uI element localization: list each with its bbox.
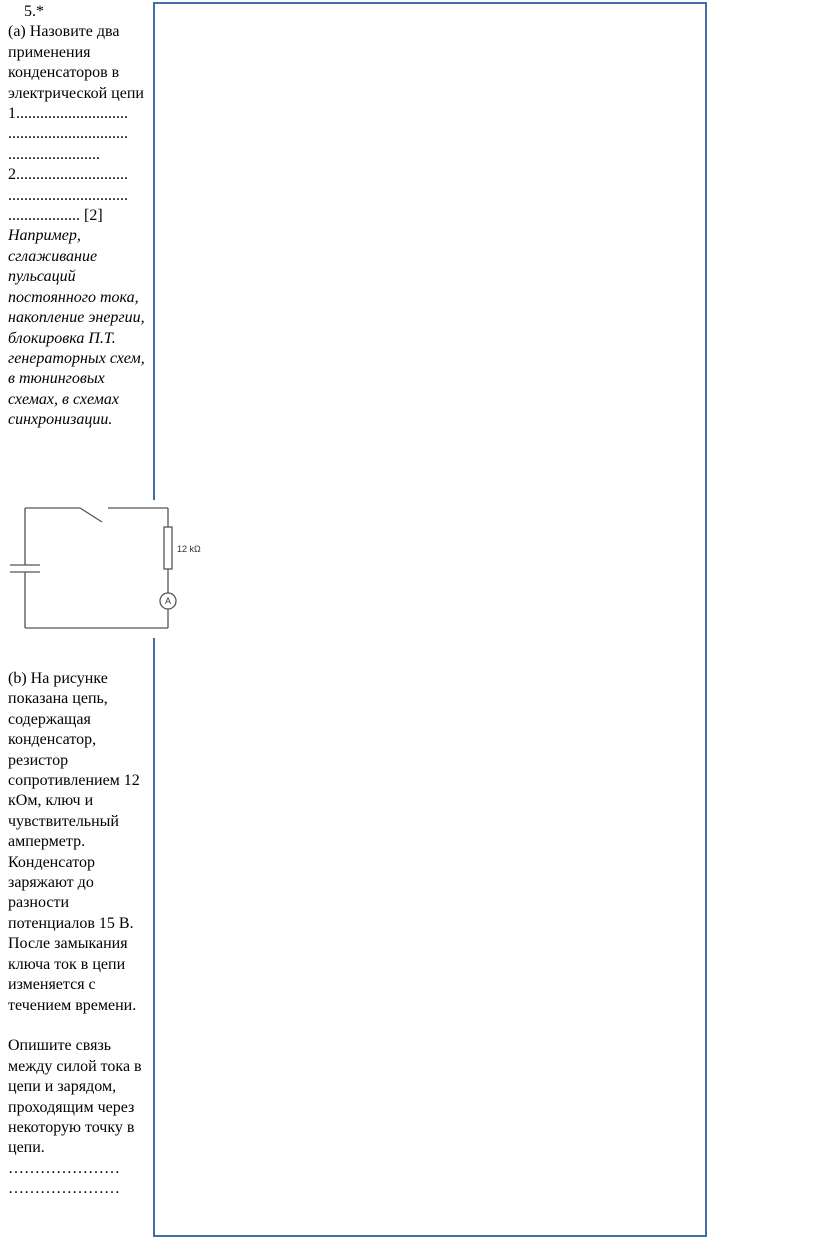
answer-line-2-end-dots: ..................: [8, 207, 80, 225]
column-divider-upper: [153, 2, 155, 500]
spacer: [8, 1016, 148, 1036]
part-b-answer-line-1: …………………: [8, 1159, 120, 1177]
answer-line-2: [8, 165, 148, 185]
answer-line-2-end: [8, 206, 148, 226]
part-a-prompt: (a) Назовите два применения конденсаторов в электрической цепи: [8, 23, 144, 102]
answer-line-2-number: 2: [8, 166, 16, 184]
part-b-cell: [8, 669, 148, 1200]
switch-blade: [80, 508, 102, 522]
table-top-border: [153, 2, 707, 4]
part-a-answer: Например, сглаживание пульсаций постоянного тока, накопление энергии, блокировка П.Т. генераторных схем, в тюнинговых схемах, в схемах синхронизации.: [8, 227, 145, 429]
ammeter-label: A: [164, 596, 172, 606]
table-right-border: [705, 2, 707, 1237]
marks: [2]: [84, 207, 103, 225]
part-b-description: (b) На рисунке показана цепь, содержащая конденсатор, резистор сопротивлением 12 кОм, ключ и чувствительный амперметр. Конденсатор заряжают до разности потенциалов 15 В.: [8, 670, 140, 932]
answer-line-1-end: .......................: [8, 145, 100, 163]
answer-line-1-dots: ............................: [16, 105, 128, 123]
answer-line-2-cont: ..............................: [8, 186, 128, 204]
resistor-symbol: [164, 527, 172, 569]
answer-line-1-number: 1: [8, 105, 16, 123]
part-b-answer-line-2: …………………: [8, 1180, 120, 1198]
part-b-task: Опишите связь между силой тока в цепи и зарядом, проходящим через некоторую точку в цепи.: [8, 1037, 142, 1157]
answer-line-1: [8, 104, 148, 124]
table-bottom-border: [153, 1235, 707, 1237]
part-a-cell: [8, 2, 148, 431]
circuit-diagram: [0, 500, 230, 640]
column-divider-lower: [153, 638, 155, 1237]
part-b-description-2: После замыкания ключа ток в цепи изменяется с течением времени.: [8, 935, 137, 1014]
resistor-label: 12 kΩ: [177, 544, 201, 554]
question-number: 5.*: [24, 3, 44, 20]
answer-line-1-cont: ..............................: [8, 125, 128, 143]
answer-line-2-dots: ............................: [16, 166, 128, 184]
